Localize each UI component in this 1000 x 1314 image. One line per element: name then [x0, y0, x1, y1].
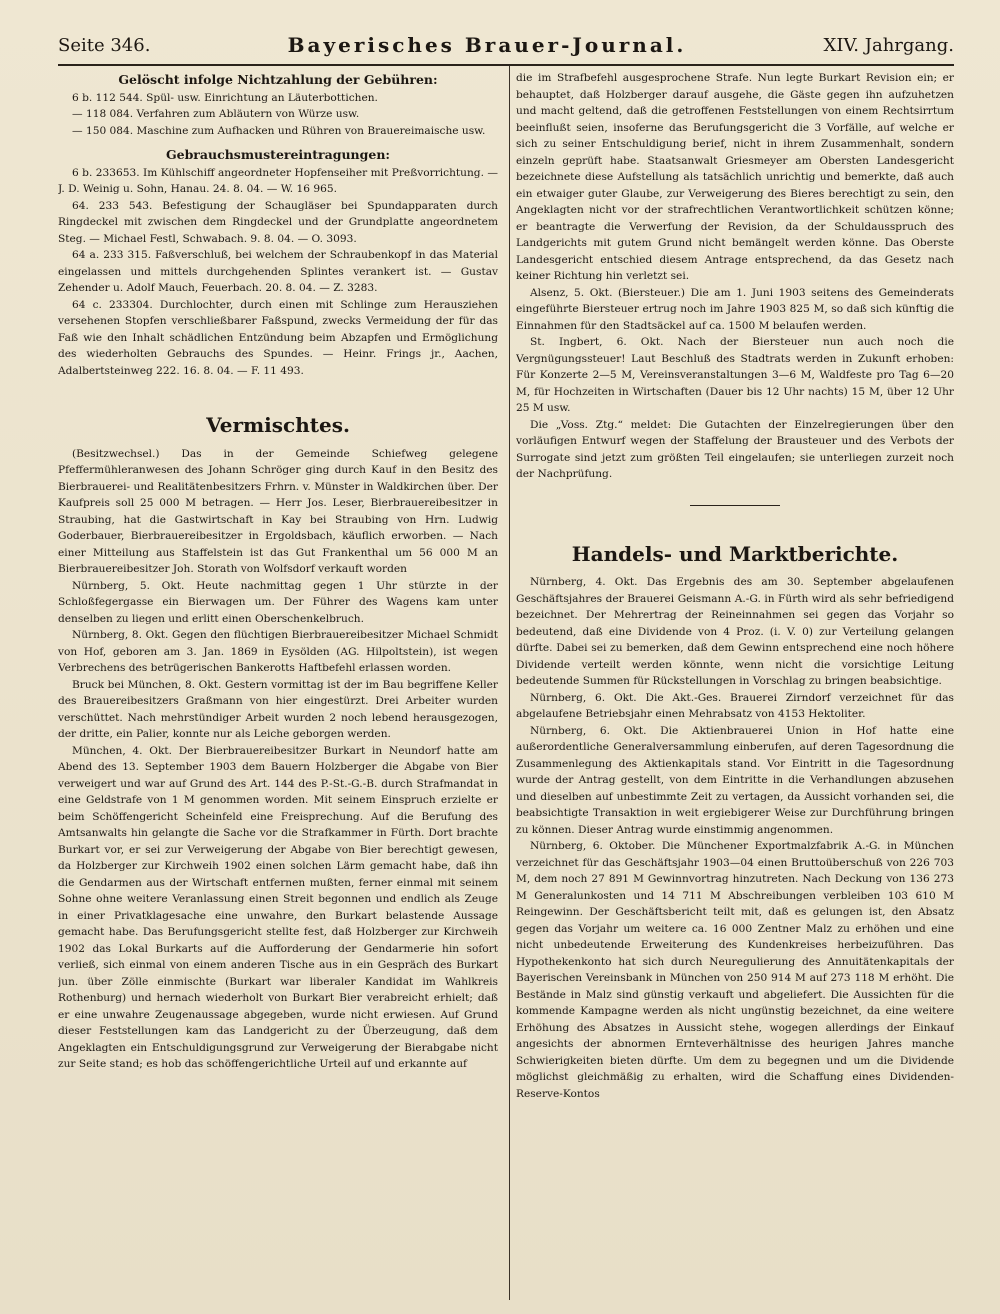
misc-article-continued: die im Strafbefehl ausgesprochene Strafe. Nun legte Burkart Revision ein; er behauptet, daß Holzberger darauf ausgehe, die Gäste gegen ihn aufzuhetzen und macht geltend, daß die getroffenen Feststellungen von einem Rechtsirrtum beeinflußt seien, insoferne das Berufungsgericht die 3 Vorfälle, auf welche er sich zu seiner Entschuldigung berief, nicht in ihrem Zusammenhalt, sondern einzeln geprüft habe. Staatsanwalt Griesmeyer am Obersten Landesgericht bezeichnete diese Aufstellung als tatsächlich unrichtig und bemerkte, daß auch ein etwaiger guter Glaube, zur Verweigerung des Bieres berechtigt zu sein, den Angeklagten nicht vor der strafrechtlichen Verantwortlichkeit schützen könne; er beantragte die Verwerfung der Revision, da der Schuldausspruch des Landgerichts mit gutem Grund nicht bemängelt werden könne. Das Oberste Landesgericht entschied diesem Antrage entsprechend, da das Gesetz nach keiner Richtung hin verletzt sei.: [516, 72, 954, 282]
trade-article: Nürnberg, 6. Okt. Die Aktienbrauerei Union in Hof hatte eine außerordentliche Generalversammlung einberufen, auf deren Tagesordnung die Zusammenlegung des Aktienkapitals stand. Vor Eintritt in die Tagesordnung wurde der Antrag gestellt, von dem Eintritte in die Verhandlungen abzusehen und dieselben auf unbestimmte Zeit zu vertagen, da Aussicht vorhanden sei, die beabsichtigte Transaktion in weit ergiebigerer Weise zur Durchführung bringen zu können. Dieser Antrag wurde einstimmig angenommen.: [516, 724, 954, 836]
misc-article: Die „Voss. Ztg.“ meldet: Die Gutachten der Einzelregierungen über den vorläufigen Entwurf wegen der Staffelung der Brausteuer und des Verbots der Surrogate sind jetzt zum größten Teil eingelaufen; sie unterliegen zurzeit noch der Nachprüfung.: [516, 418, 954, 480]
misc-article: Bruck bei München, 8. Okt. Gestern vormittag ist der im Bau begriffene Keller des Brauereibesitzers Graßmann von hier eingestürzt. Drei Arbeiter wurden verschüttet. Nach mehrstündiger Arbeit wurden 2 noch lebend herausgezogen, der dritte, ein Palier, konnte nur als Leiche geborgen werden.: [58, 678, 498, 740]
deleted-item: — 150 084. Maschine zum Aufhacken und Rühren von Brauereimaische usw.: [72, 124, 486, 137]
misc-article: Alsenz, 5. Okt. (Biersteuer.) Die am 1. Juni 1903 seitens des Gemeinderats eingeführte Biersteuer ertrug noch im Jahre 1903 825 M, so daß sich künftig die Einnahmen für den Stadtsäckel auf ca. 1500 M belaufen werden.: [516, 286, 954, 332]
misc-heading: Vermischtes.: [206, 413, 350, 437]
spacer: [58, 379, 498, 401]
trade-article: Nürnberg, 6. Oktober. Die Münchener Exportmalzfabrik A.-G. in München verzeichnet für das Geschäftsjahr 1903—04 einen Bruttoüberschuß von 226 703 M, dem noch 27 891 M Gewinnvortrag hinzutreten. Nach Deckung von 136 273 M Generalunkosten und 14 711 M Abschreibungen verbleiben 103 610 M Reingewinn. Der Geschäftsbericht teilt mit, daß es gelungen ist, den Absatz gegen das Vorjahr um weitere ca. 16 000 Zentner Malz zu erhöhen und eine nicht unbedeutende Erweiterung des Kundenkreises herbeizuführen. Das Hypothekenkonto hat sich durch Neuregulierung des Annuitätenkapitals der Bayerischen Vereinsbank in München von 250 914 M auf 273 118 M erhöht. Die Bestände in Malz sind günstig verkauft und abgeliefert. Die Aussichten für die kommende Kampagne werden als nicht ungünstig bezeichnet, da eine weitere Erhöhung des Absatzes in Aussicht stehe, wogegen allerdings der Einkauf angesichts der abnormen Ernteverhältnisse des heurigen Jahres manche Schwierigkeiten bieten dürfte. Um dem zu begegnen und um die Dividende möglichst gleichmäßig zu erhalten, wird die Schaffung eines Dividenden-Reserve-Kontos: [516, 840, 954, 1100]
left-column: [58, 70, 498, 1304]
header-rule: [58, 64, 954, 66]
misc-article: St. Ingbert, 6. Okt. Nach der Biersteuer nun auch noch die Vergnügungssteuer! Laut Beschluß des Stadtrats werden in Zukunft erhoben: Für Konzerte 2—5 M, Vereinsveranstaltungen 3—6 M, Waldfeste pro Tag 6—20 M, für Hochzeiten in Wirtschaften (Dauer bis 12 Uhr nachts) 15 M, über 12 Uhr 25 M usw.: [516, 336, 954, 414]
misc-article: München, 4. Okt. Der Bierbrauereibesitzer Burkart in Neundorf hatte am Abend des 13. September 1903 dem Bauern Holzberger die Abgabe von Bier verweigert und war auf Grund des Art. 144 des P.-St.-G.-B. durch Strafmandat in eine Geldstrafe von 1 M genommen worden. Mit seinem Einspruch erzielte er beim Schöffengericht Scheinfeld eine Freisprechung. Auf die Berufung des Amtsanwalts hin gelangte die Sache vor die Strafkammer in Fürth. Dort brachte Burkart vor, er sei zur Verweigerung der Abgabe von Bier berechtigt gewesen, da Holzberger zur Kirchweih 1902 einen solchen Lärm gemacht habe, daß ihn die Gendarmen aus der Wirtschaft entfernen mußten, ferner einmal mit seinem Sohne ohne weitere Veranlassung einen Streit begonnen und endlich als Zeuge in einer Privatklagesache eine unwahre, den Burkart belastende Aussage gemacht habe. Das Berufungsgericht stellte fest, daß Holzberger zur Kirchweih 1902 das Lokal Burkarts auf die Aufforderung der Gendarmerie hin sofort verließ, sich einmal von einem anderen Tische aus in ein Gespräch des Burkart jun. über Zölle einmischte (Burkart war liberaler Kandidat im Wahlkreis Rothenburg) und hernach wiederholt von Burkart Bier verabreicht erhielt; daß er eine unwahre Zeugenaussage abgegeben, wurde nicht erwiesen. Auf Grund dieser Feststellungen kam das Landgericht zu der Überzeugung, daß dem Angeklagten ein Entschuldigungsgrund zur Verweigerung der Bierabgabe nicht zur Seite stand; es hob das schöffengerichtliche Urteil auf und erkannte auf: [58, 744, 498, 1070]
trade-article: Nürnberg, 6. Okt. Die Akt.-Ges. Brauerei Zirndorf verzeichnet für das abgelaufene Betriebsjahr einen Mehrabsatz von 4153 Hektoliter.: [516, 691, 954, 720]
spacer: [516, 508, 954, 530]
journal-title: Bayerisches Brauer-Journal.: [287, 33, 687, 57]
misc-article: Nürnberg, 8. Okt. Gegen den flüchtigen Bierbrauereibesitzer Michael Schmidt von Hof, geboren am 3. Jan. 1869 in Eysölden (AG. Hilpoltstein), ist wegen Verbrechens des betrügerischen Bankerotts Haftbefehl erlassen worden.: [58, 629, 498, 674]
section-separator: [690, 505, 780, 506]
deleted-heading: Gelöscht infolge Nichtzahlung der Gebühren:: [118, 72, 438, 87]
page-header: [58, 28, 954, 62]
column-divider: [509, 66, 510, 1300]
misc-article: (Besitzwechsel.) Das in der Gemeinde Schiefweg gelegene Pfeffermühleranwesen des Johann Schröger ging durch Kauf in den Besitz des Bierbrauerei- und Realitätenbesitzers Frhrn. v. Münster in Waldkirchen über. Der Kaufpreis soll 25 000 M betragen. — Herr Jos. Leser, Bierbrauereibesitzer in Straubing, hat die Gastwirtschaft in Kay bei Straubing von Hrn. Ludwig Goderbauer, Bierbrauereibesitzer in Ergoldsbach, käuflich erworben. — Nach einer Mitteilung aus Staffelstein ist das Gut Frankenthal um 56 000 M an Bierbrauereibesitzer Joh. Storath von Wolfsdorf verkauft worden: [58, 447, 498, 575]
gm-item: 6 b. 233653. Im Kühlschiff angeordneter Hopfenseiher mit Preßvorrichtung. — J. D. Weinig u. Sohn, Hanau. 24. 8. 04. — W. 16 965.: [58, 166, 498, 195]
page-number: Seite 346.: [58, 34, 151, 56]
trade-heading: Handels- und Marktberichte.: [571, 541, 899, 566]
deleted-item: — 118 084. Verfahren zum Abläutern von Würze usw.: [72, 108, 360, 120]
misc-article: Nürnberg, 5. Okt. Heute nachmittag gegen 1 Uhr stürzte in der Schloßfegergasse ein Bierwagen um. Der Führer des Wagens kam unter denselben zu liegen und erlitt einen Oberschenkelbruch.: [58, 579, 498, 625]
gm-heading: Gebrauchsmustereintragungen:: [165, 147, 391, 162]
trade-article: Nürnberg, 4. Okt. Das Ergebnis des am 30. September abgelaufenen Geschäftsjahres der Brauerei Geismann A.-G. in Fürth wird als sehr befriedigend bezeichnet. Der Mehrertrag der Reineinnahmen sei gegen das Vorjahr so bedeutend, daß eine Dividende von 4 Proz. (i. V. 0) zur Verteilung gelangen dürfte. Dabei sei zu bemerken, daß dem Gewinn entsprechend eine noch höhere Dividende verteilt werden könnte, wenn nicht die vorsichtige Leitung bedeutende Summen für Rückstellungen in Vorschlag zu bringen beabsichtige.: [516, 576, 954, 687]
deleted-item: 6 b. 112 544. Spül- usw. Einrichtung an Läuterbottichen.: [72, 91, 378, 104]
gm-item: 64. 233 543. Befestigung der Schaugläser bei Spundapparaten durch Ringdeckel mit zwischen dem Ringdeckel und der Grundplatte angeordnetem Steg. — Michael Festl, Schwabach. 9. 8. 04. — O. 3093.: [58, 199, 498, 245]
gm-item: 64 c. 233304. Durchlochter, durch einen mit Schlinge zum Herausziehen versehenen Stopfen verschließbarer Faßspund, zwecks Vermeidung der für das Faß wie den Inhalt schädlichen Entzündung beim Abzapfen und Ermöglichung des wiederholten Gebrauchs des Spundes. — Heinr. Frings jr., Aachen, Adalbertsteinweg 222. 16. 8. 04. — F. 11 493.: [58, 298, 498, 377]
gm-item: 64 a. 233 315. Faßverschluß, bei welchem der Schraubenkopf in das Material eingelassen und mittels durchgehenden Splintes verankert ist. — Gustav Zehender u. Adolf Mauch, Feuerbach. 20. 8. 04. — Z. 3283.: [58, 249, 498, 294]
volume-label: XIV. Jahrgang.: [823, 34, 954, 56]
right-column: [516, 70, 954, 1304]
